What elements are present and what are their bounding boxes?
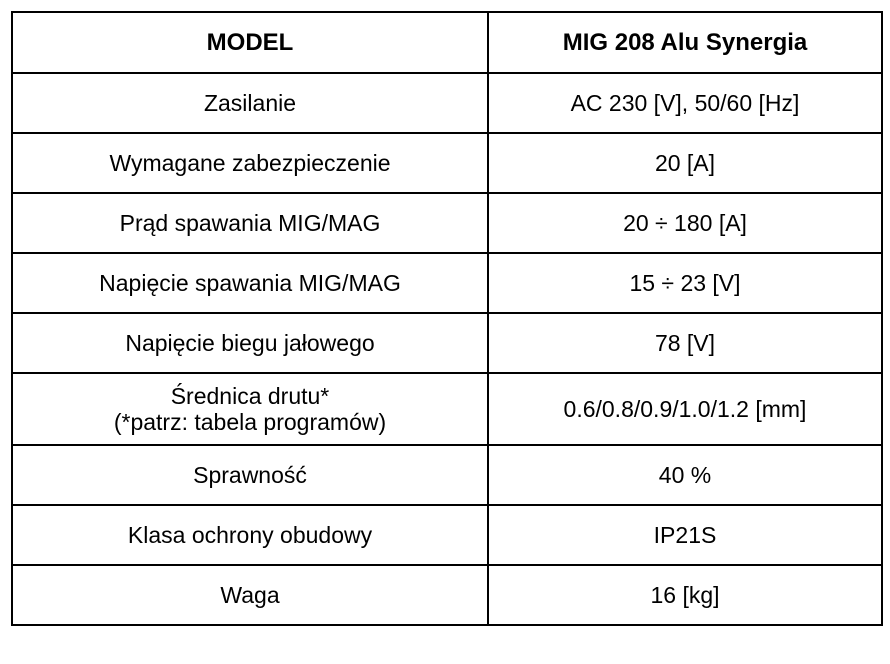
- row-value-cell: 15 ÷ 23 [V]: [488, 253, 882, 313]
- row-value-cell: IP21S: [488, 505, 882, 565]
- row-param-cell: Wymagane zabezpieczenie: [12, 133, 488, 193]
- row-value-cell: 20 [A]: [488, 133, 882, 193]
- table-row: [12, 133, 882, 193]
- row-value-cell: 40 %: [488, 445, 882, 505]
- row-value-cell: 78 [V]: [488, 313, 882, 373]
- table-row: [12, 373, 882, 445]
- table-row: [12, 505, 882, 565]
- row-value-cell: 20 ÷ 180 [A]: [488, 193, 882, 253]
- row-param-label: Średnica drutu*: [170, 383, 330, 409]
- table-row: [12, 253, 882, 313]
- row-param-cell: Napięcie spawania MIG/MAG: [12, 253, 488, 313]
- row-value-cell: 0.6/0.8/0.9/1.0/1.2 [mm]: [488, 373, 882, 445]
- row-value-cell: AC 230 [V], 50/60 [Hz]: [488, 73, 882, 133]
- row-param-cell: Klasa ochrony obudowy: [12, 505, 488, 565]
- row-param-cell: Napięcie biegu jałowego: [12, 313, 488, 373]
- table-row: [12, 193, 882, 253]
- row-param-cell: [12, 373, 488, 445]
- header-param-cell: MODEL: [12, 12, 488, 73]
- table-row: [12, 445, 882, 505]
- row-param-cell: Sprawność: [12, 445, 488, 505]
- row-param-cell: Zasilanie: [12, 73, 488, 133]
- row-param-cell: Prąd spawania MIG/MAG: [12, 193, 488, 253]
- row-param-note: (*patrz: tabela programów): [113, 409, 387, 435]
- table-row: [12, 73, 882, 133]
- table-row: [12, 313, 882, 373]
- row-value-cell: 16 [kg]: [488, 565, 882, 625]
- table-row: [12, 565, 882, 625]
- row-param-cell: Waga: [12, 565, 488, 625]
- table-header-row: [12, 12, 882, 73]
- header-value-cell: MIG 208 Alu Synergia: [488, 12, 882, 73]
- specification-table: [11, 11, 883, 626]
